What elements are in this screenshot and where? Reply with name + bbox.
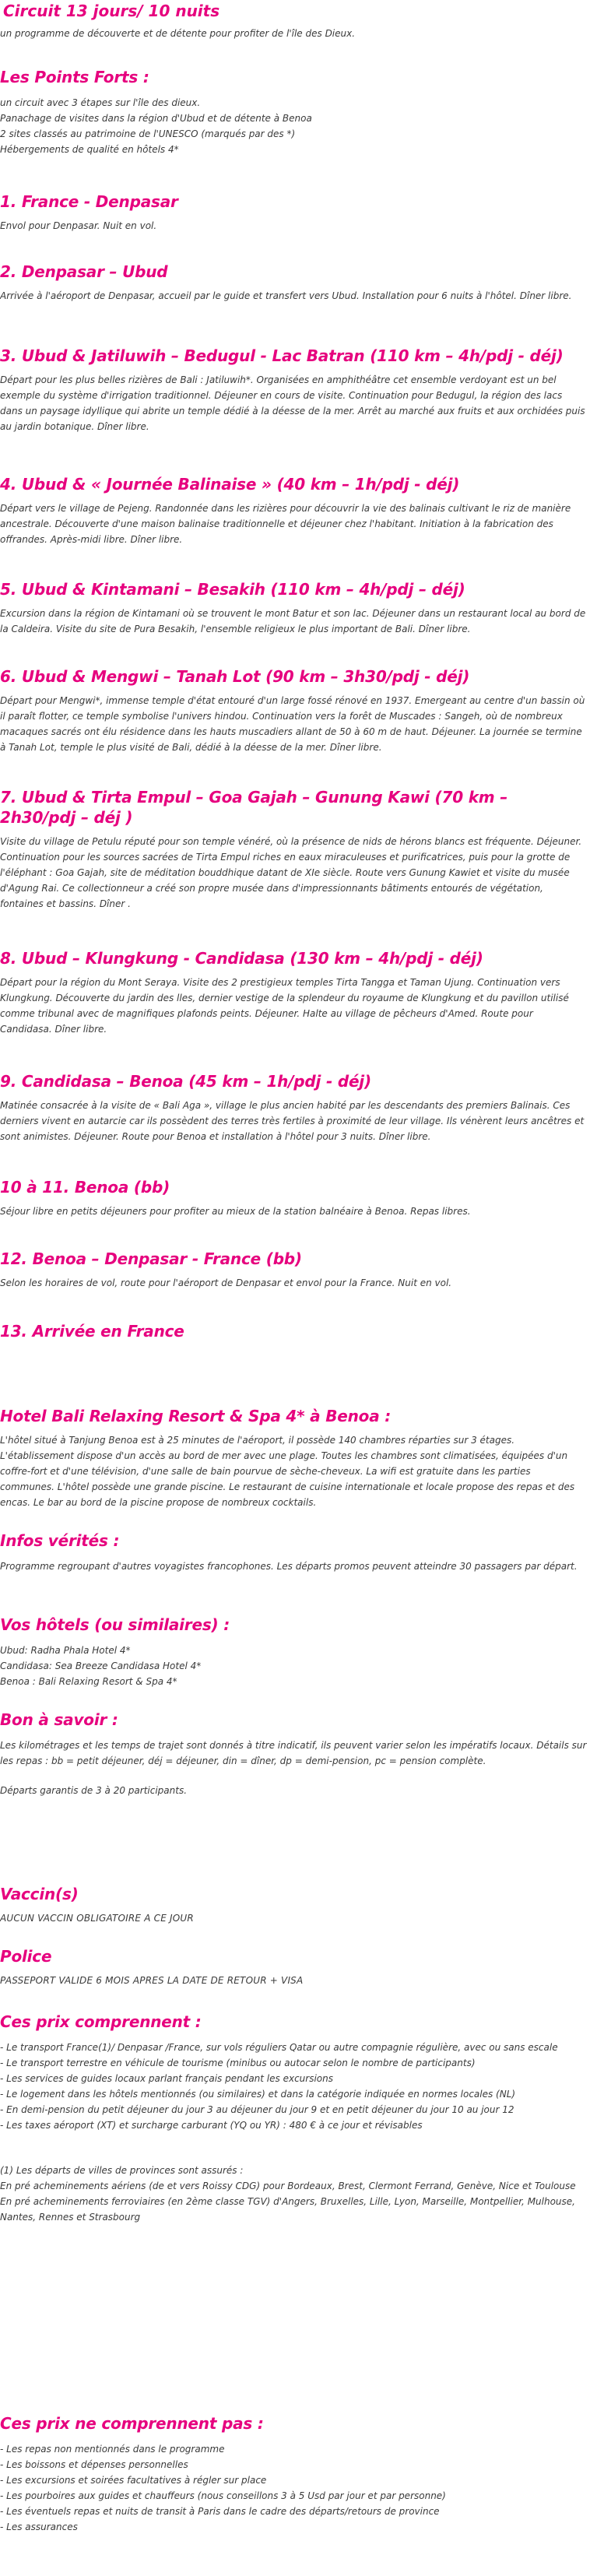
day-12 xyxy=(0,1249,587,1291)
police-text: PASSEPORT VALIDE 6 MOIS APRES LA DATE DE RETOUR + VISA xyxy=(0,1975,304,1986)
hotel-line: Benoa : Bali Relaxing Resort & Spa 4* xyxy=(0,1676,177,1687)
excluded-heading: Ces prix ne comprennent pas : xyxy=(0,2414,264,2433)
day-6 xyxy=(0,666,587,755)
infos-heading: Infos vérités : xyxy=(0,1531,120,1550)
header xyxy=(0,0,587,41)
excluded-section xyxy=(0,2413,587,2535)
included-line: - En demi-pension du petit déjeuner du jour 3 au déjeuner du jour 9 et en petit déjeuner du jour 10 au jour 12 xyxy=(0,2104,514,2115)
day-title: 2. Denpasar – Ubud xyxy=(0,262,168,281)
highlight-line: Hébergements de qualité en hôtels 4* xyxy=(0,144,179,155)
included-line: - Le transport terrestre en véhicule de tourisme (minibus ou autocar selon le nombre de participants) xyxy=(0,2058,476,2068)
day-text: Départ vers le village de Pejeng. Randonnée dans les rizières pour découvrir la vie des balinais cultivant le riz de manière ancestrale. Découverte d'une maison balinaise traditionnelle et déjeuner chez l'habitant. Initiation à la fabrication des offrandes. Après-midi libre. Dîner libre. xyxy=(0,503,571,545)
day-title: 13. Arrivée en France xyxy=(0,1322,184,1341)
included-line: - Les taxes aéroport (XT) et surcharge carburant (YQ ou YR) : 480 € à ce jour et révisables xyxy=(0,2120,423,2131)
police-heading: Police xyxy=(0,1947,52,1966)
highlights-heading: Les Points Forts : xyxy=(0,68,149,86)
good-to-know-text: Les kilométrages et les temps de trajet sont donnés à titre indicatif, ils peuvent varier selon les impératifs locaux. Détails sur les repas : bb = petit déjeuner, déj = déjeuner, din = dîner, dp = demi-pension, pc = pension complète. xyxy=(0,1740,587,1766)
included-line: - Le logement dans les hôtels mentionnés (ou similaires) et dans la catégorie indiquée en normes locales (NL) xyxy=(0,2089,516,2100)
day-10-11 xyxy=(0,1177,587,1219)
day-text: Matinée consacrée à la visite de « Bali Aga », village le plus ancien habité par les descendants des premiers Balinais. Ces derniers vivent en autarcie car ils possèdent des terres très fertiles à proximité de leur village. Ils vénèrent leurs ancêtres et sont animistes. Déjeuner. Route pour Benoa et installation à l'hôtel pour 3 nuits. Dîner libre. xyxy=(0,1100,585,1142)
day-5 xyxy=(0,579,587,637)
included-section xyxy=(0,2012,587,2225)
day-title: 12. Benoa – Denpasar - France (bb) xyxy=(0,1249,302,1268)
day-text: Départ pour Mengwi*, immense temple d'état entouré d'un large fossé rénové en 1937. Emergeant au centre d'un bassin où il paraît flotter, ce temple symbolise l'univers hindou. Continuation vers la forêt de Muscades : Sangeh, où de nombreux macaques sacrés ont élu résidence dans les hauts muscadiers allant de 50 à 60 m de haut. Déjeuner. La journée se termine à Tanah Lot, temple le plus visité de Bali, dédié à la déesse de la mer. Dîner libre. xyxy=(0,695,585,753)
excluded-line: - Les pourboires aux guides et chauffeurs (nous conseillons 3 à 5 Usd par jour et par personne) xyxy=(0,2490,446,2501)
day-13 xyxy=(0,1321,587,1341)
day-title: 10 à 11. Benoa (bb) xyxy=(0,1178,170,1197)
departure-note-line: En pré acheminements ferroviaires (en 2ème classe TGV) d'Angers, Bruxelles, Lille, Lyon, Marseille, Montpellier, Mulhouse, Nantes, Rennes et Strasbourg xyxy=(0,2196,575,2223)
day-9 xyxy=(0,1071,587,1144)
day-text: Séjour libre en petits déjeuners pour profiter au mieux de la station balnéaire à Benoa. Repas libres. xyxy=(0,1206,471,1217)
day-2 xyxy=(0,262,587,304)
hotel-section xyxy=(0,1406,587,1510)
excluded-line: - Les repas non mentionnés dans le programme xyxy=(0,2444,225,2455)
included-heading: Ces prix comprennent : xyxy=(0,2012,202,2031)
day-7 xyxy=(0,787,587,912)
highlights-section xyxy=(0,67,587,157)
intro-text: un programme de découverte et de détente pour profiter de l'île des Dieux. xyxy=(0,28,356,39)
day-title: 1. France - Denpasar xyxy=(0,192,178,211)
day-title: 8. Ubud – Klungkung - Candidasa (130 km – 4h/pdj - déj) xyxy=(0,949,483,968)
day-1 xyxy=(0,192,587,234)
day-4 xyxy=(0,474,587,547)
day-title: 9. Candidasa – Benoa (45 km – 1h/pdj - déj) xyxy=(0,1072,371,1091)
vaccine-heading: Vaccin(s) xyxy=(0,1885,79,1903)
infos-text: Programme regroupant d'autres voyagistes francophones. Les départs promos peuvent atteindre 30 passagers par départ. xyxy=(0,1561,578,1572)
excluded-line: - Les assurances xyxy=(0,2522,78,2532)
day-8 xyxy=(0,948,587,1037)
excluded-line: - Les excursions et soirées facultatives à régler sur place xyxy=(0,2475,267,2486)
day-text: Visite du village de Petulu réputé pour son temple vénéré, où la présence de nids de hérons blancs est fréquente. Déjeuner. Continuation pour les sources sacrées de Tirta Empul riches en eaux miraculeuses et purificatrices, puis pour la grotte de l'éléphant : Goa Gajah, site de méditation bouddhique datant de XIe siècle. Route vers Gunung Kawiet et visite du musée d'Agung Rai. Ce collectionneur a créé son propre musée dans d'impressionnants bâtiments entourés de végétation, fontaines et bassins. Dîner . xyxy=(0,836,582,909)
included-line: - Les services de guides locaux parlant français pendant les excursions xyxy=(0,2073,333,2084)
excluded-line: - Les éventuels repas et nuits de transit à Paris dans le cadre des départs/retours de province xyxy=(0,2506,440,2517)
day-title: 3. Ubud & Jatiluwih – Bedugul - Lac Batran (110 km – 4h/pdj - déj) xyxy=(0,346,564,365)
day-3 xyxy=(0,346,587,434)
excluded-line: - Les boissons et dépenses personnelles xyxy=(0,2459,188,2470)
hotels-list-section xyxy=(0,1615,587,1689)
day-title: 4. Ubud & « Journée Balinaise » (40 km – 1h/pdj - déj) xyxy=(0,475,460,494)
hotels-list-heading: Vos hôtels (ou similaires) : xyxy=(0,1615,230,1634)
day-title: 6. Ubud & Mengwi – Tanah Lot (90 km – 3h30/pdj - déj) xyxy=(0,667,470,686)
infos-section xyxy=(0,1530,587,1574)
day-text: Départ pour la région du Mont Seraya. Visite des 2 prestigieux temples Tirta Tangga et Taman Ujung. Continuation vers Klungkung. Découverte du jardin des lles, dernier vestige de la splendeur du royaume de Klungkung et du pavillon utilisé comme tribunal avec de magnifiques plafonds peints. Déjeuner. Halte au village de pêcheurs d'Amed. Route pour Candidasa. Dîner libre. xyxy=(0,977,569,1035)
departure-note-line: (1) Les départs de villes de provinces sont assurés : xyxy=(0,2165,244,2176)
hotel-line: Ubud: Radha Phala Hotel 4* xyxy=(0,1645,131,1656)
day-title: 5. Ubud & Kintamani – Besakih (110 km – 4h/pdj – déj) xyxy=(0,580,465,599)
day-text: Départ pour les plus belles rizières de Bali : Jatiluwih*. Organisées en amphithéâtre cet ensemble verdoyant est un bel exemple du système d'irrigation traditionnel. Déjeuner en cours de visite. Continuation pour Bedugul, la région des lacs dans un paysage idyllique qui abrite un temple dédié à la déesse de la mer. Arrêt au marché aux fruits et aux orchidées puis au jardin botanique. Dîner libre. xyxy=(0,374,585,432)
vaccine-section xyxy=(0,1884,587,1926)
departure-note-line: En pré acheminements aériens (de et vers Roissy CDG) pour Bordeaux, Brest, Clermont Ferrand, Genève, Nice et Toulouse xyxy=(0,2181,576,2191)
good-to-know-heading: Bon à savoir : xyxy=(0,1710,118,1729)
included-line: - Le transport France(1)/ Denpasar /France, sur vols réguliers Qatar ou autre compagnie régulière, avec ou sans escale xyxy=(0,2042,558,2053)
highlight-line: 2 sites classés au patrimoine de l'UNESCO (marqués par des *) xyxy=(0,128,296,139)
good-to-know-section xyxy=(0,1710,587,1798)
highlight-line: un circuit avec 3 étapes sur l'île des dieux. xyxy=(0,97,201,108)
day-text: Arrivée à l'aéroport de Denpasar, accueil par le guide et transfert vers Ubud. Installation pour 6 nuits à l'hôtel. Dîner libre. xyxy=(0,290,572,301)
day-text: Selon les horaires de vol, route pour l'aéroport de Denpasar et envol pour la France. Nuit en vol. xyxy=(0,1277,452,1288)
day-title: 7. Ubud & Tirta Empul – Goa Gajah – Gunung Kawi (70 km – 2h30/pdj – déj ) xyxy=(0,788,507,827)
hotel-line: Candidasa: Sea Breeze Candidasa Hotel 4* xyxy=(0,1661,202,1671)
police-section xyxy=(0,1946,587,1988)
highlight-line: Panachage de visites dans la région d'Ubud et de détente à Benoa xyxy=(0,113,312,124)
hotel-text: L'hôtel situé à Tanjung Benoa est à 25 minutes de l'aéroport, il possède 140 chambres réparties sur 3 étages. L'établissement dispose d'un accès au bord de mer avec une plage. Toutes les chambres sont climatisées, équipées d'un coffre-fort et d'une télévision, d'une salle de bain pourvue de sèche-cheveux. La wifi est gratuite dans les parties communes. L'hôtel possède une grande piscine. Le restaurant de cuisine internationale et locale propose des repas et des encas. Le bar au bord de la piscine propose de nombreux cocktails. xyxy=(0,1435,575,1508)
hotel-heading: Hotel Bali Relaxing Resort & Spa 4* à Benoa : xyxy=(0,1407,392,1425)
day-text: Excursion dans la région de Kintamani où se trouvent le mont Batur et son lac. Déjeuner dans un restaurant local au bord de la Caldeira. Visite du site de Pura Besakih, l'ensemble religieux le plus important de Bali. Dîner libre. xyxy=(0,608,586,634)
vaccine-text: AUCUN VACCIN OBLIGATOIRE A CE JOUR xyxy=(0,1913,194,1924)
page-title: Circuit 13 jours/ 10 nuits xyxy=(3,2,220,20)
guarantee-text: Départs garantis de 3 à 20 participants. xyxy=(0,1785,188,1796)
day-text: Envol pour Denpasar. Nuit en vol. xyxy=(0,220,157,231)
